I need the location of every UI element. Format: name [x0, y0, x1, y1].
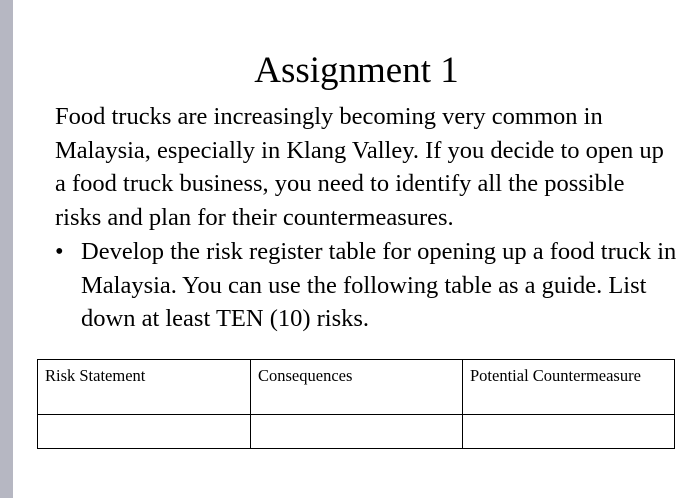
bullet-marker: • — [55, 238, 64, 265]
table-cell — [251, 415, 463, 449]
table-cell — [463, 415, 675, 449]
intro-paragraph: Food trucks are increasingly becoming very common in Malaysia, especially in Klang Valley. If you decide to open up a food truck business, you need to identify all the possible risks and plan for their countermeasures. — [55, 103, 664, 231]
slide-title: Assignment 1 — [254, 50, 459, 91]
slide — [13, 0, 700, 498]
bullet-item — [55, 235, 685, 336]
header-potential-countermeasure: Potential Countermeasure — [463, 360, 675, 415]
table-row — [38, 415, 675, 449]
table-cell — [38, 415, 251, 449]
bullet-text: Develop the risk register table for opening up a food truck in Malaysia. You can use the following table as a guide. List down at least TEN (10) risks. — [81, 238, 677, 332]
header-consequences: Consequences — [251, 360, 463, 415]
header-risk-statement: Risk Statement — [38, 360, 251, 415]
risk-register-table — [37, 359, 675, 449]
table-header-row — [38, 360, 675, 415]
